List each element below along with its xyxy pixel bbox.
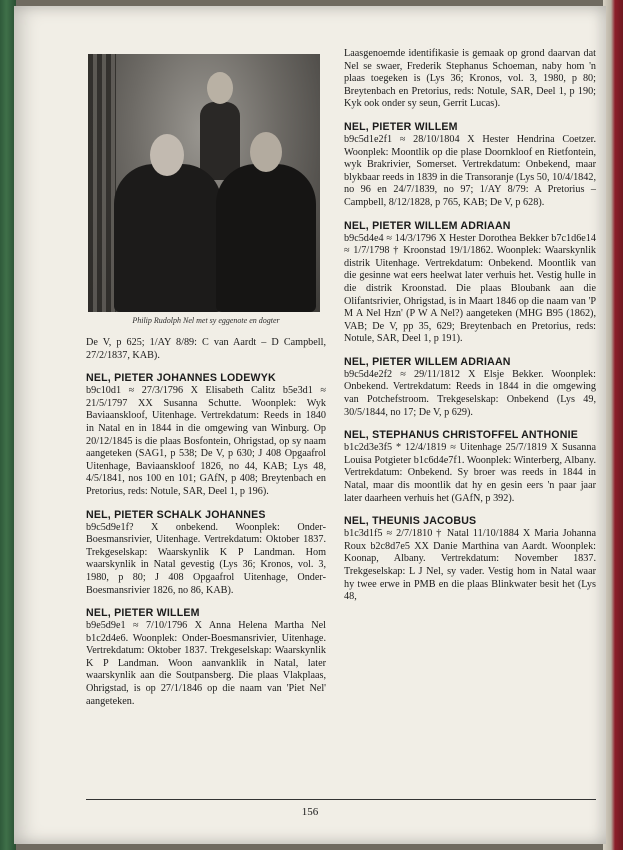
entry-heading: NEL, PIETER WILLEM xyxy=(344,120,458,133)
book-cover-edge-right xyxy=(603,0,623,850)
entry-body: b9e5d9e1 ≈ 7/10/1796 X Anna Helena Martha Nel b1c2d4e6. Woonplek: Onder-Boesmansrivier, Uitenhage. Vertrekdatum: Oktober 1837. Trekgeselskap: Waarskynlik K P Landman. Woon aanvanklik in Natal, later waarskynlik aan die Soutpansberg. Die plaas Vlakplaas, Ohrigstad, is op 27/1/1846 op die naam van 'Piet Nel' aangeteken. xyxy=(86,620,326,707)
left-column xyxy=(86,54,326,708)
entry-heading: NEL, PIETER SCHALK JOHANNES xyxy=(86,508,266,521)
entry-heading: NEL, THEUNIS JACOBUS xyxy=(344,515,477,528)
family-photograph xyxy=(88,54,320,312)
entry-heading: NEL, PIETER JOHANNES LODEWYK xyxy=(86,372,276,385)
entry-body: b9c5d4e4 ≈ 14/3/1796 X Hester Dorothea Bekker b7c1d6e14 ≈ 1/7/1798 † Kroonstad 19/1/1862. Woonplek: Waarskynlik distrik Uitenhage. Vertrekdatum: Onbekend. Moontlik van die gesinne wat eers heelwat later verhuis het. Vestig hulle in die distrik Kroonstad. Die plaas Bloubank aan die Olifantsrivier, Ohrigstad, is in Maart 1846 op die naam van 'P M A Nel Hzn' (P W A Nel?) aangeteken (MHG B95 (1862), VAB; De V, pp 35, 629; Breytenbach en Pretorius, reds: Notule, SAR, Deel 1, p 191). xyxy=(344,232,596,345)
left-intro-text: De V, p 625; 1/AY 8/89: C van Aardt – D Campbell, 27/2/1837, KAB). xyxy=(86,337,326,361)
book-page xyxy=(14,6,606,844)
footer-rule xyxy=(86,799,596,800)
entry-heading: NEL, STEPHANUS CHRISTOFFEL ANTHONIE xyxy=(344,429,578,442)
woman-head xyxy=(250,132,282,172)
right-intro-text: Laasgenoemde identifikasie is gemaak op grond daarvan dat Nel se swaer, Frederik Stephanus Schoeman, naby hom 'n plaas toegeken is (Lys 36; Kronos, vol. 3, 1980, p 80; Breytenbach en Pretorius, reds: Notule, SAR, Deel 1, p 190; Kyk ook onder sy seun, Gerrit Lucas). xyxy=(344,48,596,110)
entry-body: b9c5d1e2f1 ≈ 28/10/1804 X Hester Hendrina Coetzer. Woonplek: Moontlik op die plase Doornkloof en Rietfontein, wyk Brakrivier, Somerset. Vertrekdatum: Onbekend, maar blykbaar reeds in 1839 in die Transoranje (Lys 50, 10/4/1842, no 96 en 24/7/1839, no 97; 1/AY 8/79: A Pretorius – Campbell, 8/12/1828, p 765, KAB; De V, p 628). xyxy=(344,133,596,208)
man-head xyxy=(150,134,184,176)
entry-body: b9c10d1 ≈ 27/3/1796 X Elisabeth Calitz b5e3d1 ≈ 21/5/1797 XX Susanna Schutte. Woonplek: Wyk Baviaanskloof, Uitenhage. Vertrekdatum: Reeds in 1840 in Natal en in 1844 in die omgewing van Winburg. Op 20/12/1845 is die plaas Bosfontein, Ohrigstad, op sy naam aangeteken (SAG1, p 538; De V, p 630; J 408 Opgaafrol Uitenhage, Baviaanskloof 1826, no 44, KAB; Lys 48, 4/5/1841, nos 100 en 101; GAfN, p 408; Breytenbach en Pretorius, reds: Notule, SAR, Deel 1, p 196). xyxy=(86,385,326,497)
entry-heading: NEL, PIETER WILLEM xyxy=(86,607,200,620)
entry-body: b9c5d4e2f2 ≈ 29/11/1812 X Elsje Bekker. Woonplek: Onbekend. Vertrekdatum: Reeds in 1844 in die omgewing van Potchefstroom. Trekgeselskap: Onbekend (Lys 49, 30/5/1844, no 17; De V, p 629). xyxy=(344,368,596,418)
photo-curtain xyxy=(88,54,116,312)
entry-body: b1c3d1f5 ≈ 2/7/1810 † Natal 11/10/1884 X Maria Johanna Roux b2c8d7e5 XX Danie Marthina van Aardt. Woonplek: Koonap, Albany. Vertrekdatum: November 1837. Trekgeselskap: L J Nel, sy vader. Vestig hom in Natal waar hy twee erwe in PMB en die plaas Blinkwater besit het (Lys 48, xyxy=(344,528,596,603)
entry-heading: NEL, PIETER WILLEM ADRIAAN xyxy=(344,219,511,232)
entry-body: b9c5d9e1f? X onbekend. Woonplek: Onder-Boesmansrivier, Uitenhage. Vertrekdatum: Oktober 1837. Trekgeselskap: Waarskynlik K P Landman. Hom waarskynlik in Natal gevestig (Lys 36; Kronos, vol. 3, 1980, p 80; J 408 Opgaafrol Uitenhage, Onder-Boesmansrivier 1826, no 86, KAB). xyxy=(86,521,326,596)
daughter-head xyxy=(207,72,233,104)
daughter-figure xyxy=(200,102,240,180)
right-column xyxy=(344,48,596,604)
photo-caption: Philip Rudolph Nel met sy eggenote en dogter xyxy=(132,316,280,325)
entry-heading: NEL, PIETER WILLEM ADRIAAN xyxy=(344,355,511,368)
woman-figure xyxy=(216,164,316,312)
entry-body: b1c2d3e3f5 * 12/4/1819 ≈ Uitenhage 25/7/1819 X Susanna Louisa Potgieter b1c6d4e7f1. Woonplek: Winterberg, Albany. Vertrekdatum: Onbekend. Sy broer was reeds in 1844 in Natal, maar dis moontlik dat hy en gesin eers 'n paar jaar later daarheen verhuis het (GAfN, p 392). xyxy=(344,442,596,504)
man-figure xyxy=(114,164,222,312)
page-number: 156 xyxy=(301,806,319,818)
